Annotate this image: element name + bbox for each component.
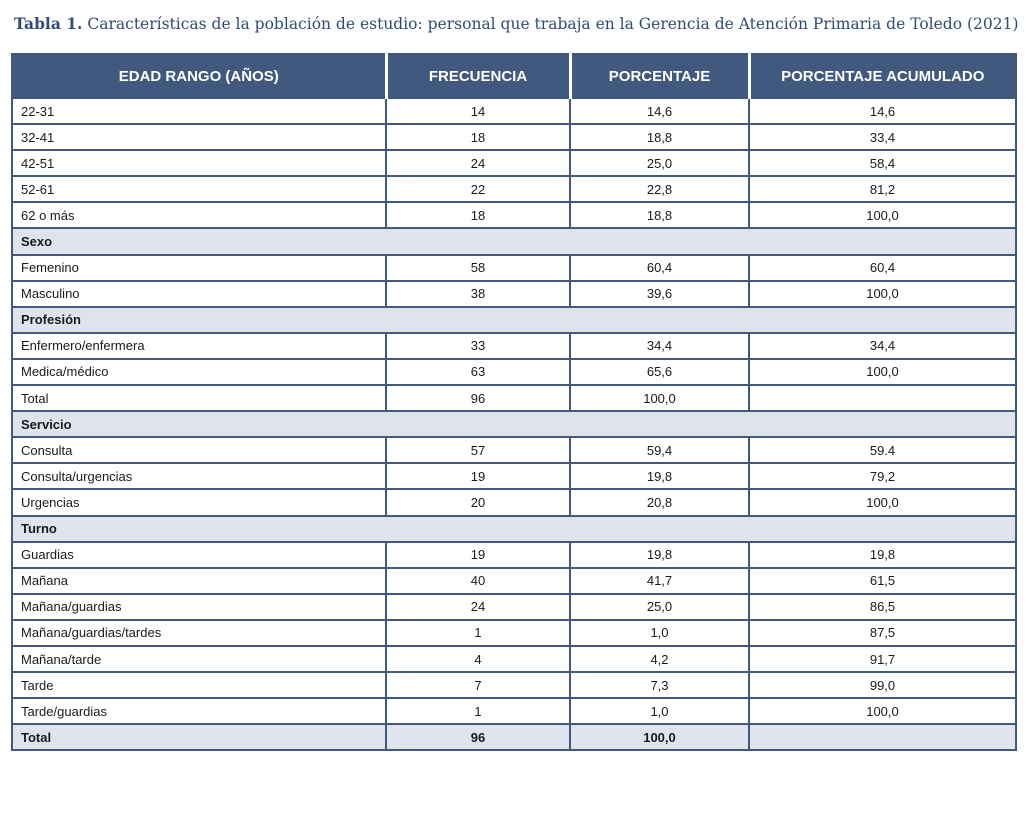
cell-cumulative: 100,0 (749, 281, 1016, 307)
cell-category: Mañana/tarde (12, 646, 386, 672)
cell-category: Total (12, 385, 386, 411)
cell-category: Consulta/urgencias (12, 463, 386, 489)
cell-percentage: 7,3 (570, 672, 749, 698)
table-caption (14, 14, 1019, 33)
cell-cumulative: 87,5 (749, 620, 1016, 646)
cell-frequency: 4 (386, 646, 570, 672)
cell-frequency: 14 (386, 98, 570, 124)
cell-category: Enfermero/enfermera (12, 333, 386, 359)
cell-category: 42-51 (12, 150, 386, 176)
cell-cumulative: 14,6 (749, 98, 1016, 124)
table-row (12, 568, 1016, 594)
table-caption-text: Características de la población de estudio: personal que trabaja en la Gerencia de Atención Primaria de Toledo (2021) (87, 15, 1019, 33)
table-row (12, 176, 1016, 202)
cell-cumulative: 100,0 (749, 489, 1016, 515)
cell-percentage: 4,2 (570, 646, 749, 672)
cell-category: Total (12, 724, 386, 750)
header-cumulative-percentage: PORCENTAJE ACUMULADO (749, 54, 1016, 98)
cell-cumulative: 86,5 (749, 594, 1016, 620)
cell-frequency: 24 (386, 150, 570, 176)
cell-cumulative (749, 724, 1016, 750)
cell-cumulative: 100,0 (749, 202, 1016, 228)
cell-percentage: 59,4 (570, 437, 749, 463)
cell-percentage: 18,8 (570, 124, 749, 150)
table-row (12, 98, 1016, 124)
cell-percentage: 60,4 (570, 255, 749, 281)
cell-frequency: 58 (386, 255, 570, 281)
cell-cumulative: 59.4 (749, 437, 1016, 463)
cell-cumulative: 58,4 (749, 150, 1016, 176)
cell-category: 32-41 (12, 124, 386, 150)
cell-frequency: 40 (386, 568, 570, 594)
cell-frequency: 57 (386, 437, 570, 463)
cell-category: Tarde/guardias (12, 698, 386, 724)
table-caption-label: Tabla 1. (14, 14, 83, 33)
section-row (12, 307, 1016, 333)
cell-cumulative (749, 385, 1016, 411)
cell-percentage: 18,8 (570, 202, 749, 228)
header-frequency: FRECUENCIA (386, 54, 570, 98)
cell-percentage: 34,4 (570, 333, 749, 359)
cell-category: Urgencias (12, 489, 386, 515)
cell-category: Mañana (12, 568, 386, 594)
table-row (12, 646, 1016, 672)
table-row (12, 202, 1016, 228)
cell-frequency: 96 (386, 385, 570, 411)
table-row (12, 672, 1016, 698)
total-row (12, 724, 1016, 750)
cell-frequency: 19 (386, 463, 570, 489)
cell-percentage: 1,0 (570, 620, 749, 646)
table-row (12, 385, 1016, 411)
table-row (12, 437, 1016, 463)
table-header (12, 54, 1016, 98)
cell-cumulative: 79,2 (749, 463, 1016, 489)
section-label: Profesión (12, 307, 1016, 333)
table-body (12, 98, 1016, 750)
cell-frequency: 33 (386, 333, 570, 359)
cell-category: Masculino (12, 281, 386, 307)
cell-cumulative: 61,5 (749, 568, 1016, 594)
section-row (12, 228, 1016, 254)
cell-percentage: 19,8 (570, 463, 749, 489)
table-row (12, 620, 1016, 646)
cell-category: Tarde (12, 672, 386, 698)
header-percentage: PORCENTAJE (570, 54, 749, 98)
section-label: Turno (12, 516, 1016, 542)
cell-percentage: 100,0 (570, 724, 749, 750)
cell-category: Consulta (12, 437, 386, 463)
section-label: Servicio (12, 411, 1016, 437)
table-row (12, 463, 1016, 489)
cell-percentage: 14,6 (570, 98, 749, 124)
section-row (12, 516, 1016, 542)
cell-frequency: 18 (386, 124, 570, 150)
table-row (12, 124, 1016, 150)
cell-frequency: 1 (386, 698, 570, 724)
table-row (12, 255, 1016, 281)
cell-percentage: 19,8 (570, 542, 749, 568)
cell-frequency: 24 (386, 594, 570, 620)
cell-percentage: 1,0 (570, 698, 749, 724)
table-row (12, 281, 1016, 307)
cell-category: 62 o más (12, 202, 386, 228)
table-row (12, 698, 1016, 724)
header-age-range: EDAD RANGO (AÑOS) (12, 54, 386, 98)
cell-frequency: 22 (386, 176, 570, 202)
cell-frequency: 96 (386, 724, 570, 750)
table-row (12, 333, 1016, 359)
cell-category: 22-31 (12, 98, 386, 124)
cell-cumulative: 99,0 (749, 672, 1016, 698)
table-row (12, 542, 1016, 568)
cell-frequency: 1 (386, 620, 570, 646)
cell-category: Guardias (12, 542, 386, 568)
cell-percentage: 25,0 (570, 150, 749, 176)
header-row (12, 54, 1016, 98)
cell-cumulative: 19,8 (749, 542, 1016, 568)
cell-percentage: 22,8 (570, 176, 749, 202)
cell-percentage: 20,8 (570, 489, 749, 515)
cell-cumulative: 33,4 (749, 124, 1016, 150)
demographics-table (11, 53, 1017, 751)
cell-frequency: 63 (386, 359, 570, 385)
cell-frequency: 38 (386, 281, 570, 307)
table-row (12, 150, 1016, 176)
cell-percentage: 65,6 (570, 359, 749, 385)
cell-cumulative: 60,4 (749, 255, 1016, 281)
cell-percentage: 25,0 (570, 594, 749, 620)
cell-category: 52-61 (12, 176, 386, 202)
cell-frequency: 18 (386, 202, 570, 228)
cell-percentage: 39,6 (570, 281, 749, 307)
cell-frequency: 7 (386, 672, 570, 698)
cell-cumulative: 100,0 (749, 698, 1016, 724)
cell-cumulative: 100,0 (749, 359, 1016, 385)
table-row (12, 359, 1016, 385)
cell-cumulative: 34,4 (749, 333, 1016, 359)
cell-frequency: 20 (386, 489, 570, 515)
cell-percentage: 41,7 (570, 568, 749, 594)
cell-category: Mañana/guardias (12, 594, 386, 620)
cell-category: Mañana/guardias/tardes (12, 620, 386, 646)
section-label: Sexo (12, 228, 1016, 254)
section-row (12, 411, 1016, 437)
cell-cumulative: 81,2 (749, 176, 1016, 202)
table-row (12, 489, 1016, 515)
cell-category: Femenino (12, 255, 386, 281)
cell-cumulative: 91,7 (749, 646, 1016, 672)
cell-frequency: 19 (386, 542, 570, 568)
cell-percentage: 100,0 (570, 385, 749, 411)
table-row (12, 594, 1016, 620)
cell-category: Medica/médico (12, 359, 386, 385)
